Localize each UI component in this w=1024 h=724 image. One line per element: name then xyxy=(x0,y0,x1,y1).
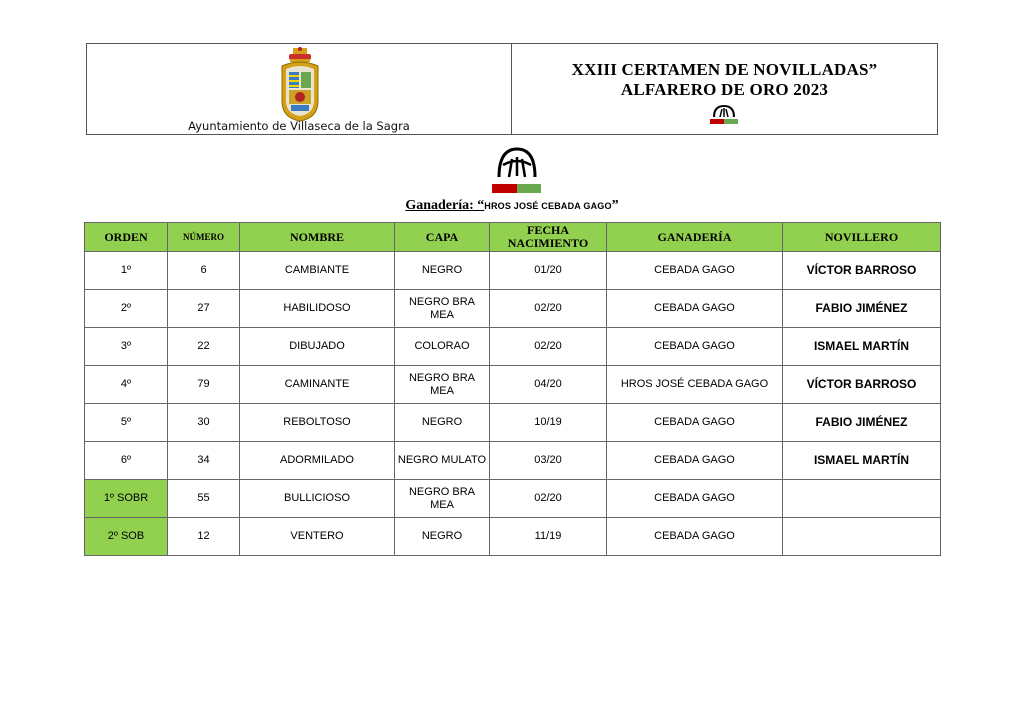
cell-fecha: 11/19 xyxy=(490,518,607,556)
ganaderia-line xyxy=(0,197,1024,214)
event-title-line1: XXIII CERTAMEN DE NOVILLADAS” xyxy=(571,60,878,79)
table-row xyxy=(85,518,941,556)
municipality-cell xyxy=(87,44,512,134)
table-row xyxy=(85,290,941,328)
event-title-line2: ALFARERO DE ORO 2023 xyxy=(620,80,829,99)
table-row xyxy=(85,404,941,442)
cell-nombre: CAMINANTE xyxy=(240,366,395,404)
column-header-orden: ORDEN xyxy=(85,223,168,252)
cell-ganaderia: CEBADA GAGO xyxy=(607,252,783,290)
cell-capa: NEGRO MULATO xyxy=(395,442,490,480)
cell-novillero: ISMAEL MARTÍN xyxy=(783,328,941,366)
cell-novillero xyxy=(783,518,941,556)
table-row xyxy=(85,480,941,518)
column-header-ganaderia: GANADERÍA xyxy=(607,223,783,252)
cell-orden: 3º xyxy=(85,328,168,366)
cell-novillero: ISMAEL MARTÍN xyxy=(783,442,941,480)
cell-ganaderia: CEBADA GAGO xyxy=(607,328,783,366)
cell-capa: NEGRO xyxy=(395,518,490,556)
alfarero-logo-icon xyxy=(491,143,543,195)
cell-capa: NEGRO BRA MEA xyxy=(395,480,490,518)
table-row xyxy=(85,328,941,366)
cell-novillero: FABIO JIMÉNEZ xyxy=(783,290,941,328)
cell-capa: NEGRO xyxy=(395,252,490,290)
cell-orden: 1º SOBR xyxy=(85,480,168,518)
cell-nombre: HABILIDOSO xyxy=(240,290,395,328)
bulls-table xyxy=(84,222,941,556)
cell-nombre: ADORMILADO xyxy=(240,442,395,480)
cell-orden: 4º xyxy=(85,366,168,404)
cell-novillero: VÍCTOR BARROSO xyxy=(783,366,941,404)
column-header-novillero: NOVILLERO xyxy=(783,223,941,252)
cell-fecha: 02/20 xyxy=(490,290,607,328)
column-header-nombre: NOMBRE xyxy=(240,223,395,252)
cell-ganaderia: HROS JOSÉ CEBADA GAGO xyxy=(607,366,783,404)
column-header-fecha-nacimiento: FECHA NACIMIENTO xyxy=(490,223,607,252)
cell-orden: 5º xyxy=(85,404,168,442)
alfarero-logo-small-icon xyxy=(708,102,740,126)
cell-numero: 79 xyxy=(168,366,240,404)
cell-numero: 22 xyxy=(168,328,240,366)
table-row xyxy=(85,252,941,290)
cell-orden: 1º xyxy=(85,252,168,290)
header-box xyxy=(86,43,938,135)
municipality-name: Ayuntamiento de Villaseca de la Sagra xyxy=(188,119,410,133)
cell-ganaderia: CEBADA GAGO xyxy=(607,404,783,442)
ganaderia-label: Ganadería: “ xyxy=(405,198,485,213)
cell-fecha: 01/20 xyxy=(490,252,607,290)
column-header-capa: CAPA xyxy=(395,223,490,252)
cell-orden: 6º xyxy=(85,442,168,480)
coat-of-arms-icon xyxy=(277,46,323,124)
column-header-numero: NÚMERO xyxy=(168,223,240,252)
cell-nombre: BULLICIOSO xyxy=(240,480,395,518)
cell-numero: 55 xyxy=(168,480,240,518)
table-header-row xyxy=(85,223,941,252)
cell-numero: 27 xyxy=(168,290,240,328)
cell-ganaderia: CEBADA GAGO xyxy=(607,442,783,480)
cell-capa: COLORAO xyxy=(395,328,490,366)
cell-fecha: 10/19 xyxy=(490,404,607,442)
cell-capa: NEGRO BRA MEA xyxy=(395,290,490,328)
cell-ganaderia: CEBADA GAGO xyxy=(607,290,783,328)
event-cell xyxy=(512,44,937,134)
cell-novillero: FABIO JIMÉNEZ xyxy=(783,404,941,442)
cell-numero: 12 xyxy=(168,518,240,556)
cell-ganaderia: CEBADA GAGO xyxy=(607,518,783,556)
cell-numero: 6 xyxy=(168,252,240,290)
cell-novillero xyxy=(783,480,941,518)
cell-nombre: REBOLTOSO xyxy=(240,404,395,442)
cell-nombre: DIBUJADO xyxy=(240,328,395,366)
cell-orden: 2º SOB xyxy=(85,518,168,556)
cell-capa: NEGRO xyxy=(395,404,490,442)
cell-numero: 34 xyxy=(168,442,240,480)
table-row xyxy=(85,366,941,404)
ganaderia-value: HROS JOSÉ CEBADA GAGO xyxy=(484,201,612,211)
cell-fecha: 03/20 xyxy=(490,442,607,480)
cell-orden: 2º xyxy=(85,290,168,328)
table-row xyxy=(85,442,941,480)
cell-novillero: VÍCTOR BARROSO xyxy=(783,252,941,290)
cell-fecha: 02/20 xyxy=(490,328,607,366)
cell-fecha: 04/20 xyxy=(490,366,607,404)
cell-nombre: VENTERO xyxy=(240,518,395,556)
event-title xyxy=(512,60,937,100)
ganaderia-closing-quote: ” xyxy=(611,198,619,213)
cell-ganaderia: CEBADA GAGO xyxy=(607,480,783,518)
cell-numero: 30 xyxy=(168,404,240,442)
cell-fecha: 02/20 xyxy=(490,480,607,518)
cell-nombre: CAMBIANTE xyxy=(240,252,395,290)
cell-capa: NEGRO BRA MEA xyxy=(395,366,490,404)
